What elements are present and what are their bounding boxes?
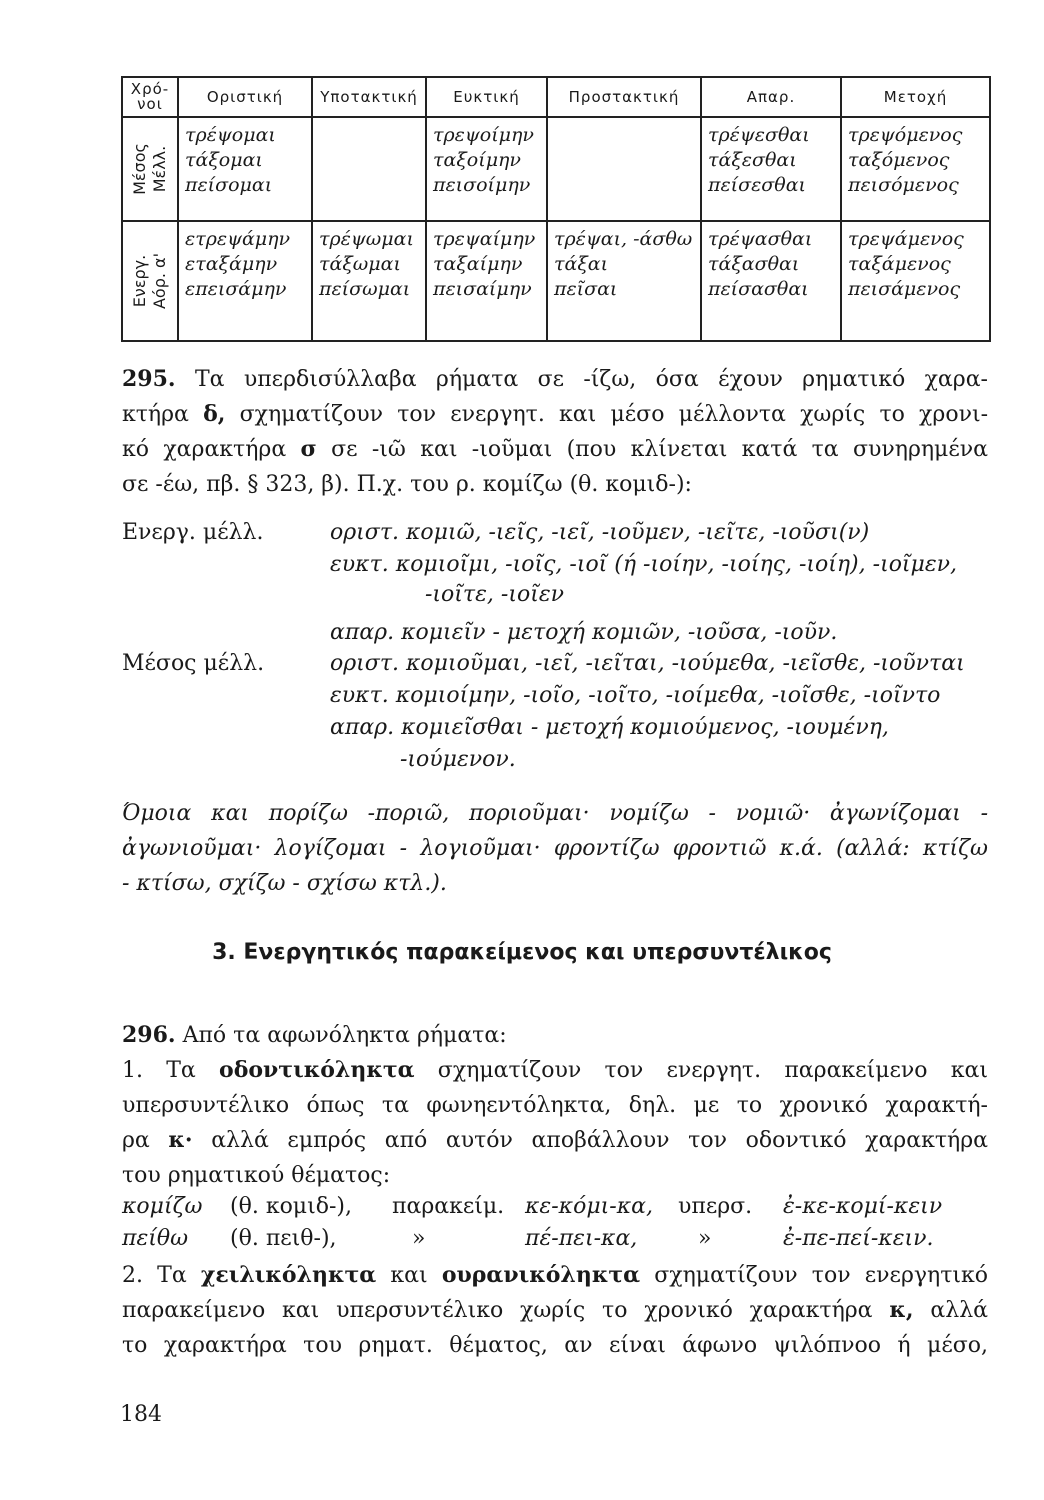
table-header-row [122,77,990,117]
cell-optative: τρεψοίμην ταξοίμην πεισοίμην [426,117,547,221]
section-title: 3. Ενεργητικός παρακείμενος και υπερσυντέλικος [212,940,832,965]
conjugation-line: απαρ. κομιεῖν - μετοχή κομιῶν, -ιοῦσα, -ιοῦν. [330,620,838,645]
example-row: πείθω (θ. πειθ-), » πέ-πει-κα, » ἐ-πε-πεί-κειν. [122,1226,934,1251]
paragraph-number: 296. [122,1022,176,1048]
conjugation-line: ευκτ. κομιοίμην, -ιοῖο, -ιοῖτο, -ιοίμεθα, -ιοῖσθε, -ιοῖντο [330,683,941,708]
row-label-middle-future: Μέσος Μέλλ. [122,117,178,221]
paragraph-number: 295. [122,366,176,392]
header-infinitive: Απαρ. [701,77,841,117]
cell-subjunctive [312,117,426,221]
header-optative: Ευκτική [426,77,547,117]
row-label-aorist: Ενεργ. Αόρ. α' [122,221,178,341]
paragraph-296: 296. Από τα αφωνόληκτα ρήματα: 1. Τα οδοντικόληκτα σχηματίζουν τον ενεργητ. παρακείμενο και υπερσυντέλικο όπως τα φωνηεντόληκτα, δηλ. με το χρονικό χαρακτή- ρα κ· αλλά εμπρός από αυτόν αποβάλλουν τον οδοντικό χαρακτήρα του ρηματικού θέματος: [122,1022,988,1188]
conjugation-line: -ιοῖτε, -ιοῖεν [425,582,565,607]
table-row [122,221,990,341]
header-subjunctive: Υποτακτική [312,77,426,117]
table-row [122,117,990,221]
similar-verbs-paragraph: Όμοια και πορίζω -ποριῶ, ποριοῦμαι· νομίζω - νομιῶ· ἀγωνίζομαι - ἀγωνιοῦμαι· λογίζομαι - λογιοῦμαι· φροντίζω φροντιῶ κ.ά. (αλλά: κτίζω - κτίσω, σχίζω - σχίσω κτλ.). [122,801,988,896]
header-participle: Μετοχή [841,77,990,117]
cell-indicative: τρέψομαι τάξομαι πείσομαι [178,117,312,221]
conjugation-line: απαρ. κομιεῖσθαι - μετοχή κομιούμενος, -ιουμένη, [330,715,889,740]
page-number: 184 [120,1402,162,1427]
active-future-label: Ενεργ. μέλλ. [122,520,264,545]
cell-subjunctive: τρέψωμαι τάξωμαι πείσωμαι [312,221,426,341]
header-imperative: Προστακτική [547,77,701,117]
cell-participle: τρεψάμενος ταξάμενος πεισάμενος [841,221,990,341]
paragraph-296-item-2: 2. Τα χειλικόληκτα και ουρανικόληκτα σχηματίζουν τον ενεργητικό παρακείμενο και υπερσυντέλικο χωρίς το χρονικό χαρακτήρα κ, αλλά το χαρακτήρα του ρηματ. θέματος, αν είναι άφωνο ψιλόπνοο ή μέσο, [122,1262,989,1358]
cell-imperative: τρέψαι, -άσθω τάξαι πεῖσαι [547,221,701,341]
cell-indicative: ετρεψάμην εταξάμην επεισάμην [178,221,312,341]
example-row: κομίζω (θ. κομιδ-), παρακείμ. κε-κόμι-κα, υπερσ. ἐ-κε-κομί-κειν [122,1194,943,1219]
cell-infinitive: τρέψασθαι τάξασθαι πείσασθαι [701,221,841,341]
cell-imperative [547,117,701,221]
conjugation-line: ευκτ. κομιοῖμι, -ιοῖς, -ιοῖ (ή -ιοίην, -ιοίης, -ιοίη), -ιοῖμεν, [330,552,958,577]
cell-participle: τρεψόμενος ταξόμενος πεισόμενος [841,117,990,221]
paradigm-table [121,76,991,342]
conjugation-line: οριστ. κομιῶ, -ιεῖς, -ιεῖ, -ιοῦμεν, -ιεῖτε, -ιοῦσι(ν) [330,520,870,545]
header-tense: Χρό-νοι [122,77,178,117]
cell-infinitive: τρέψεσθαι τάξεσθαι πείσεσθαι [701,117,841,221]
middle-future-label: Μέσος μέλλ. [122,651,265,676]
paragraph-295: 295. Τα υπερδισύλλαβα ρήματα σε -ίζω, όσα έχουν ρηματικό χαρα- κτήρα δ, σχηματίζουν τον ενεργητ. και μέσο μέλλοντα χωρίς το χρονι- κό χαρακτήρα σ σε -ιῶ και -ιοῦμαι (που κλίνεται κατά τα συνηρημένα σε -έω, πβ. § 323, β). Π.χ. του ρ. κομίζω (θ. κομιδ-): [122,366,989,497]
conjugation-line: -ιούμενον. [400,747,516,772]
header-indicative: Οριστική [178,77,312,117]
cell-optative: τρεψαίμην ταξαίμην πεισαίμην [426,221,547,341]
conjugation-line: οριστ. κομιοῦμαι, -ιεῖ, -ιεῖται, -ιούμεθα, -ιεῖσθε, -ιοῦνται [330,651,965,676]
